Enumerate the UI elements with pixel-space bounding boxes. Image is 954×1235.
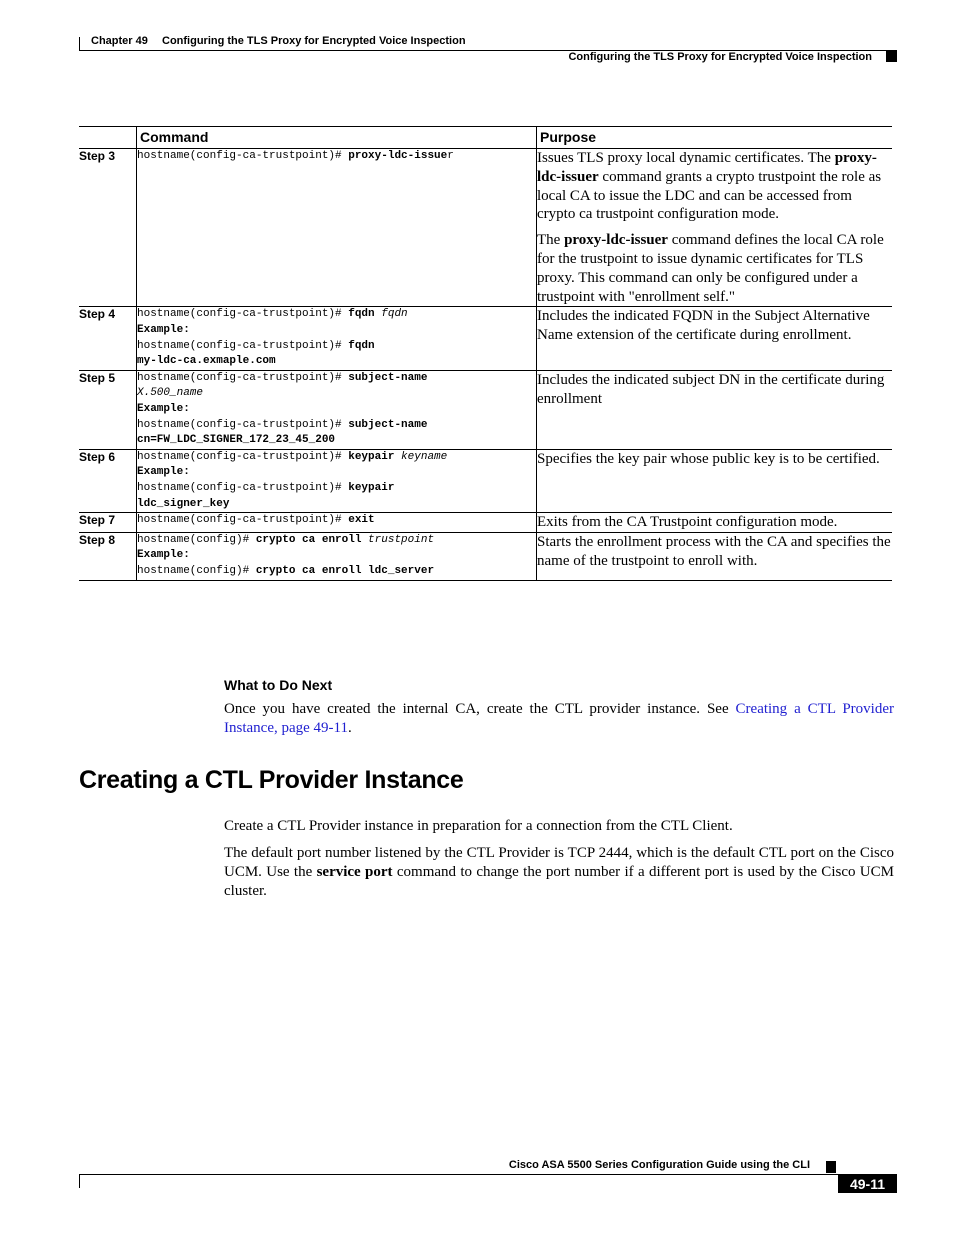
command-line <box>137 564 536 580</box>
cli-keyword: keypair <box>348 450 395 463</box>
command-cell <box>137 149 537 307</box>
purpose-paragraph <box>537 533 892 571</box>
section-heading: Creating a CTL Provider Instance <box>79 766 464 794</box>
command-line <box>137 149 536 165</box>
purpose-text: Includes the indicated FQDN in the Subject Alternative Name extension of the certificate during enrollment. <box>537 308 870 344</box>
purpose-cell <box>537 513 893 533</box>
cli-keyword: cn=FW_LDC_SIGNER_172_23_45_200 <box>137 434 336 447</box>
purpose-paragraph <box>537 450 892 469</box>
command-line <box>137 481 536 497</box>
command-line <box>137 402 536 418</box>
cli-keyword-tail: r <box>447 150 454 162</box>
purpose-text: The <box>537 232 565 249</box>
page-number: 49-11 <box>838 1175 897 1193</box>
service-port-command: service port <box>316 863 393 880</box>
purpose-cell <box>537 307 893 370</box>
purpose-paragraph <box>537 149 892 224</box>
purpose-column-header: Purpose <box>537 127 893 149</box>
command-cell <box>137 370 537 449</box>
header-marker-block <box>886 51 897 62</box>
purpose-text: command grants a crypto trustpoint the role as local CA to issue the LDC and can be accessed from crypto ca trustpoint configuration mode. <box>537 168 882 223</box>
section-paragraph-2-post: command to change the port number if a different port is used by the Cisco UCM cluster. <box>224 863 894 899</box>
command-line <box>137 386 536 402</box>
cli-argument: keyname <box>394 450 448 463</box>
purpose-text: command defines the local CA role for the trustpoint to issue dynamic certificates for TLS proxy. This command can only be configured under a trustpoint with "enrollment self." <box>537 232 884 305</box>
step-label: Step 4 <box>79 307 137 370</box>
cli-keyword: exit <box>348 514 375 527</box>
purpose-paragraph <box>537 231 892 306</box>
purpose-text: Specifies the key pair whose public key is to be certified. <box>537 450 880 467</box>
example-label: Example: <box>137 466 190 479</box>
step-column-header <box>79 127 137 149</box>
cli-prompt: hostname(config-ca-trustpoint)# <box>137 514 349 527</box>
command-line <box>137 497 536 513</box>
what-to-do-next-period: . <box>347 719 352 736</box>
table-header-row <box>79 127 892 149</box>
section-paragraph-1: Create a CTL Provider instance in preparation for a connection from the CTL Client. <box>224 818 733 834</box>
command-line <box>137 323 536 339</box>
command-line <box>137 354 536 370</box>
what-to-do-next-text <box>224 700 894 738</box>
what-to-do-next-heading: What to Do Next <box>224 677 333 693</box>
purpose-text: Exits from the CA Trustpoint configuration mode. <box>537 514 838 531</box>
command-cell <box>137 513 537 533</box>
step-label: Step 8 <box>79 532 137 580</box>
procedure-table <box>79 126 892 581</box>
section-paragraph-2 <box>224 844 894 900</box>
step-label: Step 7 <box>79 513 137 533</box>
table-row <box>79 532 892 580</box>
cli-prompt: hostname(config)# <box>137 533 256 546</box>
what-to-do-next-body: Once you have created the internal CA, create the CTL provider instance. See <box>224 701 736 717</box>
cli-keyword: keypair <box>348 481 395 494</box>
purpose-text: Includes the indicated subject DN in the certificate during enrollment <box>537 371 885 407</box>
footer-book-title: Cisco ASA 5500 Series Configuration Guide using the CLI <box>508 1159 810 1171</box>
command-line <box>137 533 536 549</box>
purpose-text: Issues TLS proxy local dynamic certificates. The <box>537 150 835 166</box>
example-label: Example: <box>137 323 190 336</box>
running-section-title: Configuring the TLS Proxy for Encrypted Voice Inspection <box>568 51 872 63</box>
cli-prompt: hostname(config-ca-trustpoint)# <box>137 371 349 384</box>
step-label: Step 5 <box>79 370 137 449</box>
chapter-label: Chapter 49 <box>91 35 148 47</box>
example-label: Example: <box>137 549 190 562</box>
command-line <box>137 450 536 466</box>
command-line <box>137 465 536 481</box>
cli-prompt: hostname(config-ca-trustpoint)# <box>137 339 349 352</box>
cli-keyword: proxy-ldc-issue <box>348 150 448 162</box>
section-paragraph-2-pre: The default port number listened by the CTL Provider is TCP 2444, which is the default CTL port on the Cisco UCM. Use the <box>224 845 894 880</box>
cli-prompt: hostname(config-ca-trustpoint)# <box>137 481 349 494</box>
table-row <box>79 449 892 512</box>
command-line <box>137 513 536 529</box>
command-line <box>137 433 536 449</box>
footer-rule <box>79 1174 897 1175</box>
procedure-steps <box>79 149 892 581</box>
table-row <box>79 307 892 370</box>
command-name: proxy-ldc-issuer <box>564 232 668 249</box>
command-cell <box>137 449 537 512</box>
purpose-cell <box>537 370 893 449</box>
cli-keyword: subject-name <box>348 418 428 431</box>
command-cell <box>137 532 537 580</box>
command-line <box>137 307 536 323</box>
cli-argument: fqdn <box>374 308 408 321</box>
command-name: proxy-ldc-issuer <box>537 150 877 185</box>
cli-keyword: crypto ca enroll <box>255 533 362 546</box>
step-label: Step 6 <box>79 449 137 512</box>
table-row <box>79 513 892 533</box>
cli-keyword: crypto ca enroll ldc_server <box>255 565 435 578</box>
table-row <box>79 149 892 307</box>
purpose-cell <box>537 449 893 512</box>
ctl-provider-instance-link[interactable]: Creating a CTL Provider Instance, page 49-11 <box>224 701 894 736</box>
cli-keyword: ldc_signer_key <box>137 497 230 510</box>
purpose-paragraph <box>537 513 892 532</box>
cli-prompt: hostname(config)# <box>137 565 256 578</box>
step-label: Step 3 <box>79 149 137 307</box>
cli-prompt: hostname(config-ca-trustpoint)# <box>137 308 349 321</box>
cli-keyword: subject-name <box>348 371 428 384</box>
command-cell <box>137 307 537 370</box>
cli-keyword: my-ldc-ca.exmaple.com <box>137 355 276 368</box>
cli-keyword: fqdn <box>348 339 375 352</box>
command-line <box>137 548 536 564</box>
cli-keyword: fqdn <box>348 308 375 321</box>
command-column-header: Command <box>137 127 537 149</box>
cli-prompt: hostname(config-ca-trustpoint)# <box>137 418 349 431</box>
purpose-cell <box>537 149 893 307</box>
chapter-title: Configuring the TLS Proxy for Encrypted Voice Inspection <box>162 35 466 47</box>
command-line <box>137 371 536 387</box>
purpose-text: Starts the enrollment process with the CA and specifies the name of the trustpoint to enroll with. <box>537 533 891 569</box>
cli-prompt: hostname(config-ca-trustpoint)# <box>137 150 349 162</box>
cli-argument: trustpoint <box>361 533 435 546</box>
purpose-paragraph <box>537 307 892 345</box>
cli-prompt: hostname(config-ca-trustpoint)# <box>137 450 349 463</box>
command-line <box>137 339 536 355</box>
header-rule-vertical <box>79 37 80 51</box>
purpose-cell <box>537 532 893 580</box>
example-label: Example: <box>137 402 190 415</box>
footer-rule-vertical <box>79 1174 80 1188</box>
table-row <box>79 370 892 449</box>
purpose-paragraph <box>537 371 892 409</box>
footer-marker-block <box>826 1161 836 1173</box>
command-line <box>137 418 536 434</box>
cli-argument: X.500_name <box>137 387 204 400</box>
